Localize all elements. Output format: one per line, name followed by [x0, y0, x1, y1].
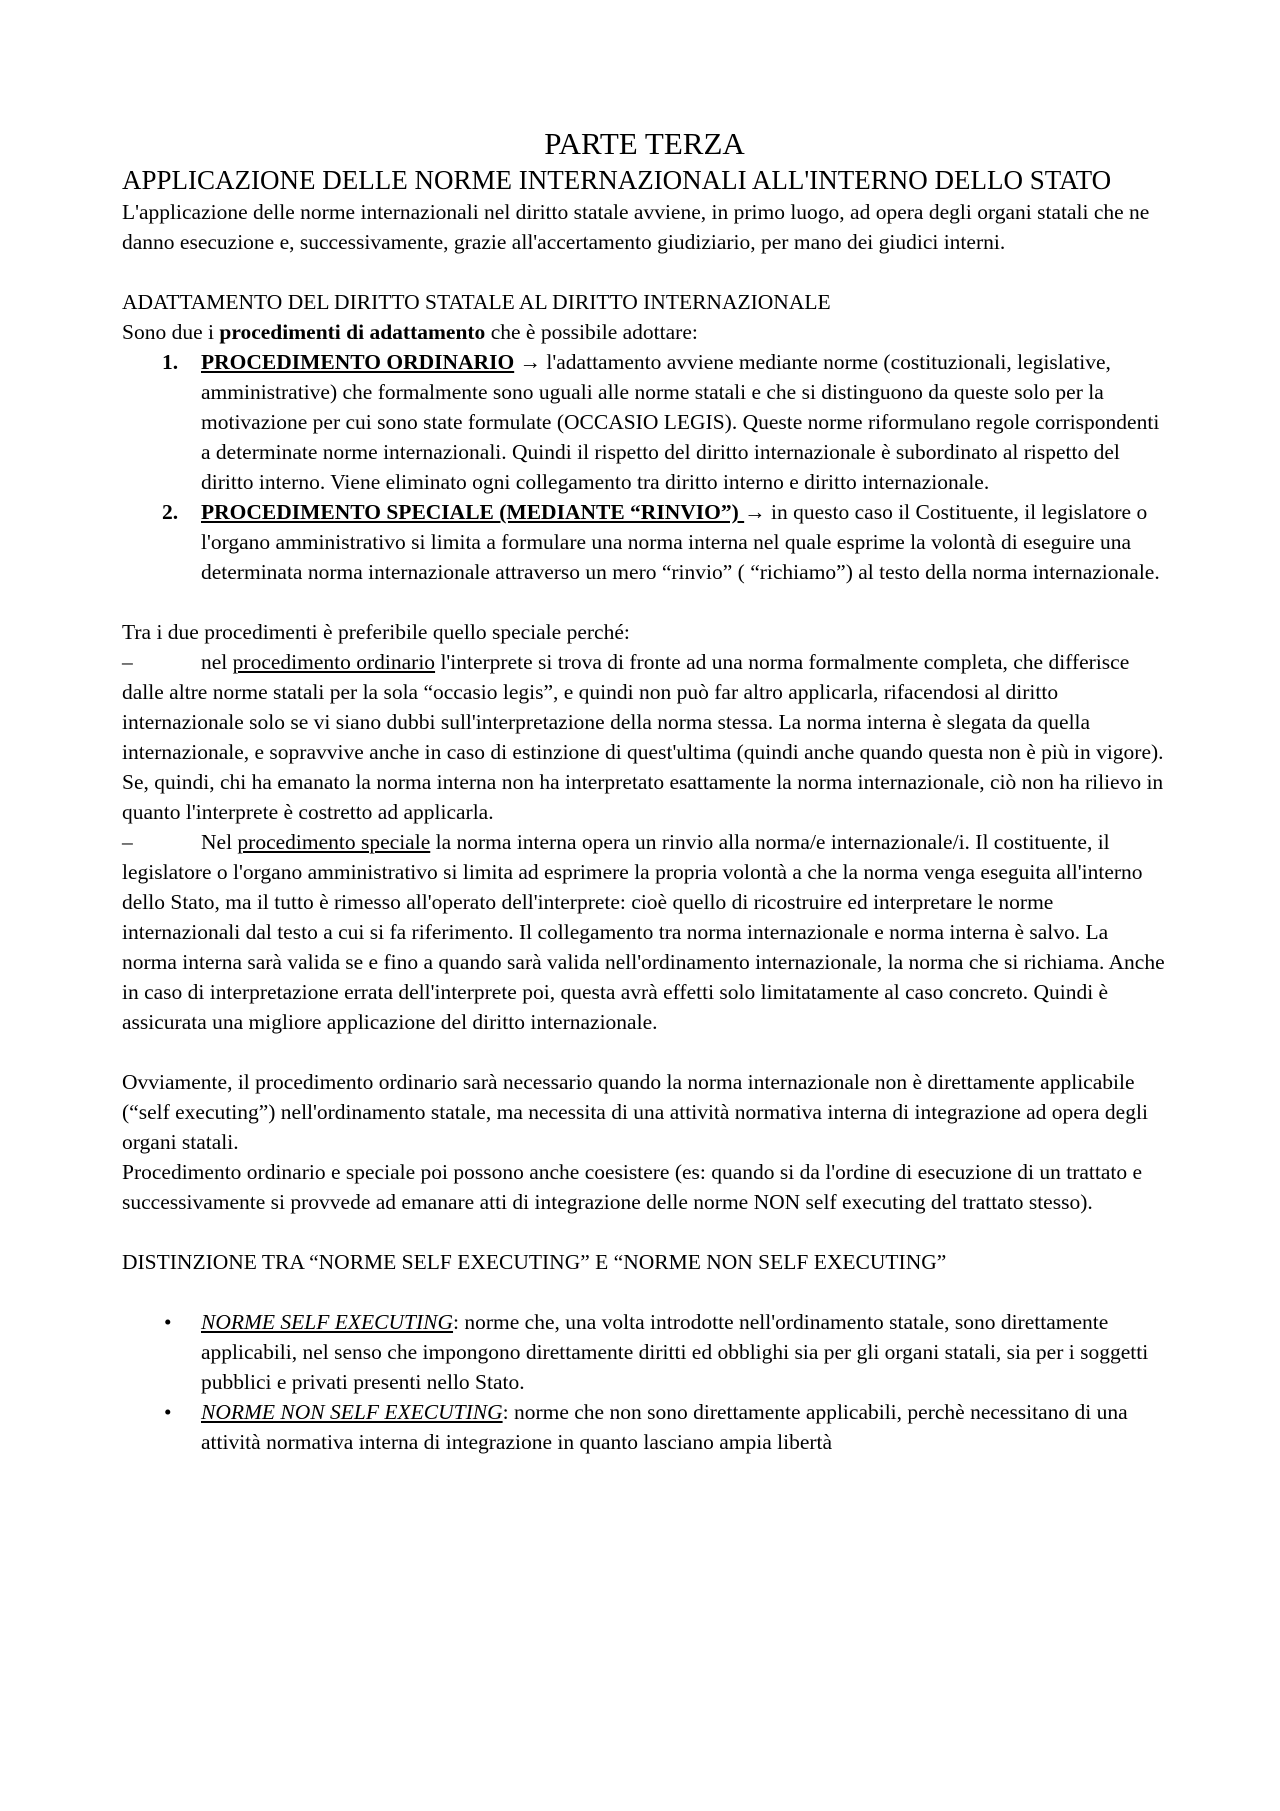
dash-icon: – [122, 830, 133, 854]
intro-paragraph: L'applicazione delle norme internazionali nel diritto statale avviene, in primo luogo, ad opera degli organi statali che ne danno esecuzione e, successivamente, grazie all'accertamento giudiziario, per mano dei giudici interni. [122, 200, 1150, 254]
spacer [122, 587, 1167, 617]
spacer [122, 1037, 1167, 1067]
list-number: 2. [162, 500, 179, 524]
dash-term: procedimento ordinario [232, 650, 436, 674]
lead-post: che è possibile adottare: [485, 320, 698, 344]
dash-term: procedimento speciale [237, 830, 431, 854]
chapter-heading: APPLICAZIONE DELLE NORME INTERNAZIONALI ALL'INTERNO DELLO STATO [122, 165, 1112, 195]
spacer [122, 257, 1167, 287]
item-term: NORME SELF EXECUTING [201, 1310, 454, 1334]
dash-item-speciale [122, 827, 1167, 1037]
section-heading-distinzione: DISTINZIONE TRA “NORME SELF EXECUTING” E “NORME NON SELF EXECUTING” [122, 1250, 947, 1274]
list-number: 1. [162, 350, 179, 374]
arrow-icon: → [514, 350, 547, 374]
item-text: in questo caso il Costituente, il legislatore o l'organo amministrativo si limita a formulare una norma interna nel quale esprime la volontà di eseguire una determinata norma internazionale attraverso un mero “rinvio” ( “richiamo”) al testo della norma internazionale. [201, 500, 1160, 584]
section-lead [122, 317, 1167, 347]
paragraph-ovviamente: Ovviamente, il procedimento ordinario sarà necessario quando la norma internazionale non è direttamente applicabile (“self executing”) nell'ordinamento statale, ma necessita di una attività normativa interna di integrazione ad opera degli organi statali. [122, 1070, 1148, 1154]
dash-pre: Nel [201, 830, 238, 854]
arrow-icon: → [744, 500, 772, 524]
item-text: : norme che non sono direttamente applicabili, perchè necessitano di una attività normativa interna di integrazione in quanto lasciano ampia libertà [201, 1400, 1128, 1454]
list-item-procedimento-ordinario [122, 347, 1167, 497]
item-text: : norme che, una volta introdotte nell'ordinamento statale, sono direttamente applicabili, nel senso che impongono direttamente diritti ed obblighi sia per gli organi statali, sia per i soggetti pubblici e privati presenti nello Stato. [201, 1310, 1149, 1394]
procedures-list [122, 347, 1167, 587]
item-text: l'adattamento avviene mediante norme (costituzionali, legislative, amministrative) che formalmente sono uguali alle norme statali e che si distinguono da queste solo per la motivazione per cui sono state formulate (OCCASIO LEGIS). Queste norme riformulano regole corrispondenti a determinate norme internazionali. Quindi il rispetto del diritto internazionale è subordinato al rispetto del diritto interno. Viene eliminato ogni collegamento tra diritto interno e diritto internazionale. [201, 350, 1160, 494]
dash-pre: nel [201, 650, 233, 674]
dash-icon: – [122, 650, 133, 674]
page-title: PARTE TERZA [544, 126, 745, 161]
dash-text: la norma interna opera un rinvio alla norma/e internazionale/i. Il costituente, il legislatore o l'organo amministrativo si limita ad esprimere la propria volontà a che la norma venga eseguita all'interno dello Stato, ma il tutto è rimesso all'operato dell'interprete: cioè quello di ricostruire ed interpretare le norme internazionali dal testo a cui si fa riferimento. Il collegamento tra norma internazionale e norma interna è salvo. La norma interna sarà valida se e fino a quando sarà valida nell'ordinamento internazionale, la norma che si richiama. Anche in caso di interpretazione errata dell'interprete poi, questa avrà effetti solo limitatamente al caso concreto. Quindi è assicurata una migliore applicazione del diritto internazionale. [122, 830, 1165, 1034]
item-label: PROCEDIMENTO ORDINARIO [201, 350, 515, 374]
spacer [122, 1217, 1167, 1247]
list-item-non-self-executing [122, 1397, 1167, 1457]
dash-item-ordinario [122, 647, 1167, 827]
comparison-lead: Tra i due procedimenti è preferibile quello speciale perché: [122, 620, 630, 644]
item-label: PROCEDIMENTO SPECIALE (MEDIANTE “RINVIO”) [201, 500, 745, 524]
spacer [122, 1277, 1167, 1307]
lead-bold-term: procedimenti di adattamento [219, 320, 486, 344]
paragraph-coesistere: Procedimento ordinario e speciale poi possono anche coesistere (es: quando si da l'ordine di esecuzione di un trattato e successivamente si provvede ad emanare atti di integrazione delle norme NON self executing del trattato stesso). [122, 1160, 1143, 1214]
list-item-self-executing [122, 1307, 1167, 1397]
bullet-icon: • [164, 1310, 172, 1334]
norms-list [122, 1307, 1167, 1457]
item-term: NORME NON SELF EXECUTING [201, 1400, 503, 1424]
section-heading-adattamento: ADATTAMENTO DEL DIRITTO STATALE AL DIRITTO INTERNAZIONALE [122, 290, 831, 314]
lead-pre: Sono due i [122, 320, 220, 344]
document-body [122, 124, 1167, 1457]
bullet-icon: • [164, 1400, 172, 1424]
dash-text: l'interprete si trova di fronte ad una norma formalmente completa, che differisce dalle altre norme statali per la sola “occasio legis”, e quindi non può far altro applicarla, rifacendosi al diritto internazionale solo se vi siano dubbi sull'interpretazione della norma stessa. La norma interna è slegata da quella internazionale, e sopravvive anche in caso di estinzione di quest'ultima (quindi anche quando questa non è più in vigore). Se, quindi, chi ha emanato la norma interna non ha interpretato esattamente la norma internazionale, ciò non ha rilievo in quanto l'interprete è costretto ad applicarla. [122, 650, 1164, 824]
list-item-procedimento-speciale [122, 497, 1167, 587]
